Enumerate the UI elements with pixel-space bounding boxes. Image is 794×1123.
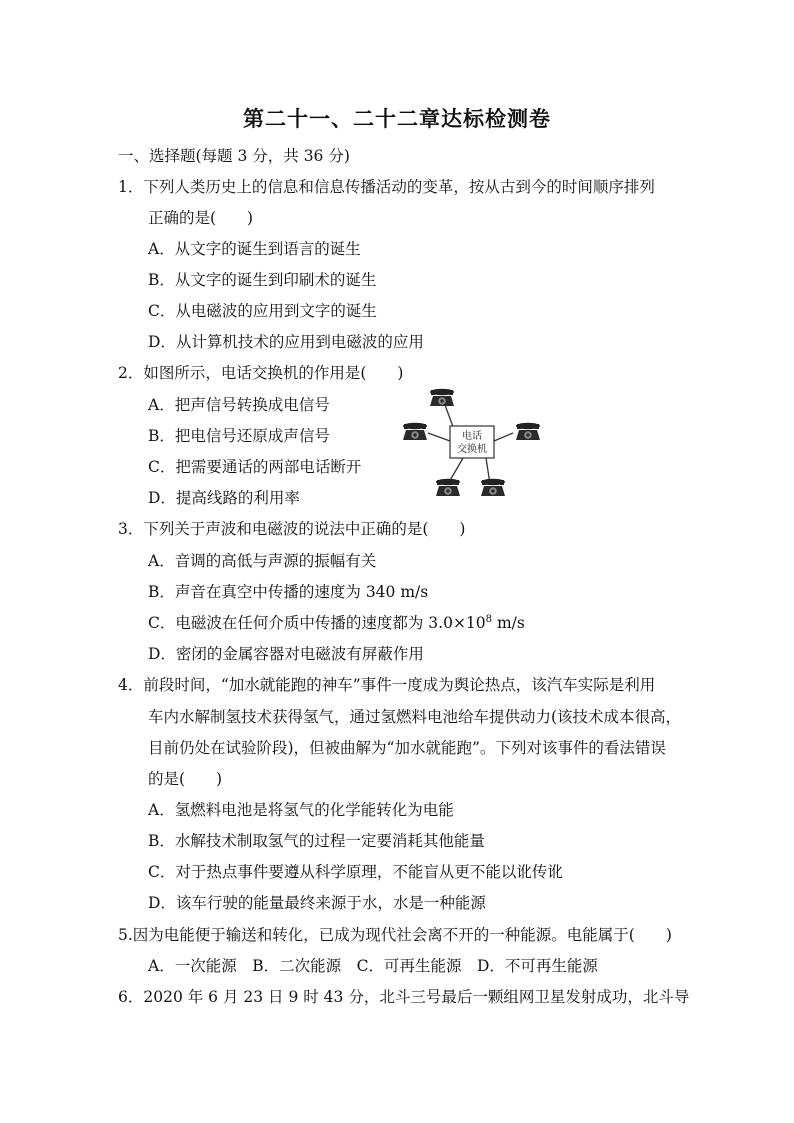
q1-option-b: B．从文字的诞生到印刷术的诞生 — [148, 271, 377, 289]
exchange-label-2: 交换机 — [457, 444, 487, 455]
q6-stem-line1: 6．2020 年 6 月 23 日 9 时 43 分，北斗三号最后一颗组网卫星发射成功，北斗导 — [118, 988, 690, 1006]
telephone-icon — [516, 423, 540, 440]
page-title: 第二十一、二十二章达标检测卷 — [243, 107, 551, 131]
q4-stem-line1: 4．前段时间，“加水就能跑的神车”事件一度成为舆论热点，该汽车实际是利用 — [118, 676, 656, 694]
telephone-icon — [403, 423, 427, 440]
telephone-icon — [430, 389, 454, 406]
q4-stem-line2: 车内水解制氢技术获得氢气，通过氢燃料电池给车提供动力(该技术成本很高， — [148, 708, 682, 726]
q4-stem-line4: 的是( ) — [148, 770, 223, 788]
q3-option-c-unit: m/s — [492, 614, 525, 632]
q3-option-c — [148, 613, 525, 633]
q4-option-d: D．该车行驶的能量最终来源于水，水是一种能源 — [148, 894, 486, 912]
telephone-icon — [481, 479, 505, 496]
section-heading: 一、选择题(每题 3 分，共 36 分) — [118, 147, 350, 165]
q3-stem: 3．下列关于声波和电磁波的说法中正确的是( ) — [118, 520, 466, 538]
telephone-icon — [436, 479, 460, 496]
q3-option-d: D．密闭的金属容器对电磁波有屏蔽作用 — [148, 645, 424, 663]
q3-option-b: B．声音在真空中传播的速度为 340 m/s — [148, 583, 429, 601]
q1-stem-line1: 1．下列人类历史上的信息和信息传播活动的变革，按从古到今的时间顺序排列 — [118, 178, 655, 196]
q3-option-c-text: C．电磁波在任何介质中传播的速度都为 3.0×10 — [148, 614, 486, 632]
q4-option-b: B．水解技术制取氢气的过程一定要消耗其他能量 — [148, 832, 485, 850]
q1-option-a: A．从文字的诞生到语言的诞生 — [148, 240, 361, 258]
q2-option-d: D．提高线路的利用率 — [148, 489, 300, 507]
q2-stem: 2．如图所示，电话交换机的作用是( ) — [118, 364, 404, 382]
q2-option-c: C．把需要通话的两部电话断开 — [148, 458, 362, 476]
q3-option-c-exponent: 8 — [485, 614, 493, 625]
q1-option-d: D．从计算机技术的应用到电磁波的应用 — [148, 333, 424, 351]
q3-option-a: A．音调的高低与声源的振幅有关 — [148, 552, 377, 570]
q2-option-b: B．把电信号还原成声信号 — [148, 427, 330, 445]
q1-option-c: C．从电磁波的应用到文字的诞生 — [148, 302, 377, 320]
q5-options: A．一次能源 B．二次能源 C．可再生能源 D．不可再生能源 — [148, 957, 598, 975]
exchange-label-1: 电话 — [462, 431, 482, 442]
q2-option-a: A．把声信号转换成电信号 — [148, 396, 330, 414]
telephone-exchange-diagram — [398, 386, 548, 502]
q4-option-a: A．氢燃料电池是将氢气的化学能转化为电能 — [148, 801, 454, 819]
q1-stem-line2: 正确的是( ) — [148, 209, 254, 227]
q5-stem: 5.因为电能便于输送和转化，已成为现代社会离不开的一种能源。电能属于( ) — [118, 926, 672, 944]
q4-option-c: C．对于热点事件要遵从科学原理，不能盲从更不能以讹传讹 — [148, 863, 563, 881]
q4-stem-line3: 目前仍处在试验阶段)，但被曲解为“加水就能跑”。下列对该事件的看法错误 — [148, 739, 666, 757]
